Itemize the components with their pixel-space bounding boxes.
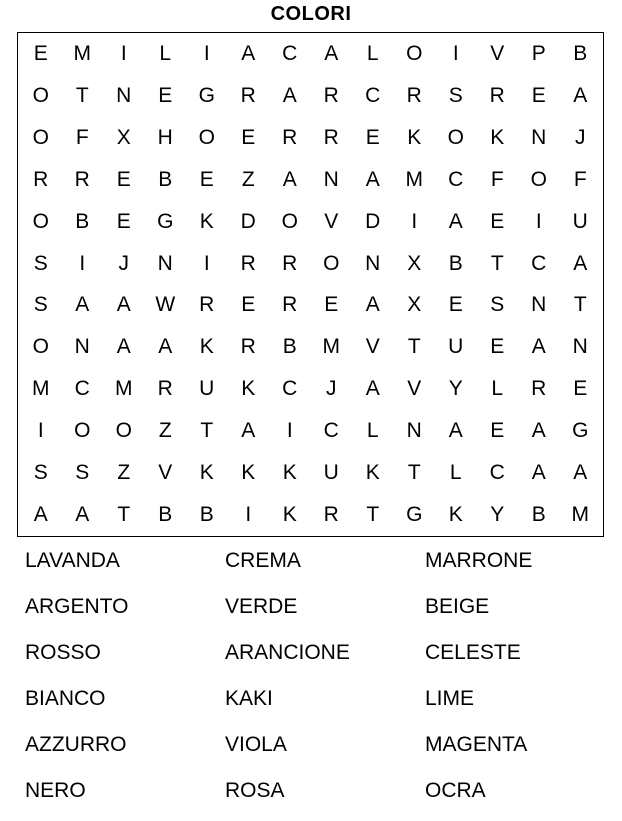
grid-cell[interactable]: S: [490, 293, 505, 317]
grid-cell[interactable]: A: [75, 293, 90, 317]
grid-cell[interactable]: G: [572, 419, 589, 443]
grid-cell[interactable]: N: [531, 125, 547, 149]
grid-cell[interactable]: S: [33, 251, 48, 275]
grid-cell[interactable]: G: [406, 503, 423, 527]
grid-cell[interactable]: E: [241, 293, 256, 317]
grid-cell[interactable]: N: [365, 251, 381, 275]
grid-cell[interactable]: K: [199, 209, 214, 233]
grid-cell[interactable]: I: [286, 419, 293, 443]
letter-grid-frame: [17, 32, 604, 537]
grid-cell[interactable]: K: [241, 377, 256, 401]
grid-cell[interactable]: O: [74, 419, 91, 443]
grid-cell[interactable]: L: [366, 41, 379, 65]
grid-cell[interactable]: O: [32, 335, 49, 359]
grid-cell[interactable]: J: [326, 377, 337, 401]
grid-cell[interactable]: R: [406, 83, 422, 107]
grid-cell[interactable]: S: [33, 293, 48, 317]
grid-cell[interactable]: L: [159, 41, 172, 65]
grid-cell[interactable]: A: [116, 335, 131, 359]
grid-cell[interactable]: Z: [158, 419, 172, 443]
grid-cell[interactable]: A: [324, 41, 339, 65]
grid-cell[interactable]: K: [282, 461, 297, 485]
grid-cell[interactable]: I: [37, 419, 44, 443]
grid-cell[interactable]: K: [365, 461, 380, 485]
grid-cell[interactable]: L: [449, 461, 462, 485]
grid-cell[interactable]: R: [531, 377, 547, 401]
grid-cell[interactable]: E: [324, 293, 339, 317]
grid-cell[interactable]: B: [75, 209, 90, 233]
grid-cell[interactable]: T: [573, 293, 587, 317]
grid-cell[interactable]: B: [199, 503, 214, 527]
grid-cell[interactable]: B: [282, 335, 297, 359]
grid-cell[interactable]: P: [531, 41, 546, 65]
grid-cell[interactable]: X: [116, 125, 131, 149]
grid-cell[interactable]: F: [75, 125, 89, 149]
grid-cell[interactable]: R: [323, 125, 339, 149]
grid-cell[interactable]: N: [572, 335, 588, 359]
grid-cell[interactable]: O: [32, 125, 49, 149]
grid-cell[interactable]: O: [198, 125, 215, 149]
grid-cell[interactable]: B: [448, 251, 463, 275]
grid-cell[interactable]: N: [74, 335, 90, 359]
grid-cell[interactable]: G: [157, 209, 174, 233]
word-list-item: VIOLA: [225, 733, 287, 756]
word-list-item: ARANCIONE: [225, 641, 350, 664]
grid-cell[interactable]: A: [158, 335, 173, 359]
grid-cell[interactable]: V: [158, 461, 173, 485]
grid-cell[interactable]: T: [407, 335, 421, 359]
grid-cell[interactable]: B: [158, 167, 173, 191]
grid-cell[interactable]: A: [531, 335, 546, 359]
grid-cell[interactable]: R: [240, 335, 256, 359]
grid-cell[interactable]: T: [200, 419, 214, 443]
grid-cell[interactable]: F: [573, 167, 587, 191]
grid-cell[interactable]: E: [241, 125, 256, 149]
grid-cell[interactable]: D: [240, 209, 256, 233]
grid-cell[interactable]: N: [323, 167, 339, 191]
grid-cell[interactable]: N: [157, 251, 173, 275]
grid-cell[interactable]: S: [75, 461, 90, 485]
grid-cell[interactable]: E: [448, 293, 463, 317]
grid-cell[interactable]: R: [282, 251, 298, 275]
grid-cell[interactable]: X: [407, 251, 422, 275]
grid-cell[interactable]: A: [365, 293, 380, 317]
grid-cell[interactable]: E: [365, 125, 380, 149]
grid-cell[interactable]: A: [448, 209, 463, 233]
word-list: [25, 545, 605, 821]
grid-cell[interactable]: R: [282, 293, 298, 317]
grid-cell[interactable]: R: [282, 125, 298, 149]
word-list-item: OCRA: [425, 779, 486, 802]
grid-cell[interactable]: K: [199, 461, 214, 485]
word-list-item: AZZURRO: [25, 733, 127, 756]
grid-cell[interactable]: R: [323, 83, 339, 107]
grid-cell[interactable]: A: [75, 503, 90, 527]
grid-cell[interactable]: M: [73, 41, 91, 65]
grid-cell[interactable]: C: [448, 167, 464, 191]
grid-cell[interactable]: E: [490, 209, 505, 233]
grid-cell[interactable]: I: [120, 41, 127, 65]
grid-cell[interactable]: G: [198, 83, 215, 107]
grid-cell[interactable]: U: [323, 461, 339, 485]
letter-grid: [18, 33, 603, 536]
grid-cell[interactable]: L: [491, 377, 504, 401]
grid-cell[interactable]: A: [573, 83, 588, 107]
grid-cell[interactable]: H: [157, 125, 173, 149]
grid-cell[interactable]: C: [489, 461, 505, 485]
word-list-item: BIANCO: [25, 687, 106, 710]
grid-cell[interactable]: A: [33, 503, 48, 527]
grid-cell[interactable]: U: [448, 335, 464, 359]
grid-cell[interactable]: M: [405, 167, 423, 191]
grid-cell[interactable]: E: [116, 167, 131, 191]
grid-cell[interactable]: A: [531, 419, 546, 443]
grid-cell[interactable]: R: [33, 167, 49, 191]
grid-cell[interactable]: O: [115, 419, 132, 443]
grid-cell[interactable]: M: [571, 503, 589, 527]
grid-cell[interactable]: E: [573, 377, 588, 401]
grid-cell[interactable]: K: [241, 461, 256, 485]
grid-cell[interactable]: C: [74, 377, 90, 401]
grid-cell[interactable]: R: [240, 83, 256, 107]
grid-cell[interactable]: A: [573, 461, 588, 485]
word-list-item: LIME: [425, 687, 475, 710]
grid-cell[interactable]: R: [323, 503, 339, 527]
grid-cell[interactable]: K: [448, 503, 463, 527]
grid-cell[interactable]: J: [575, 125, 586, 149]
grid-cell[interactable]: E: [490, 419, 505, 443]
grid-cell[interactable]: A: [531, 461, 546, 485]
word-list-item: VERDE: [225, 595, 298, 618]
grid-cell[interactable]: A: [282, 83, 297, 107]
word-list-item: MARRONE: [425, 549, 533, 572]
grid-cell[interactable]: N: [406, 419, 422, 443]
grid-cell[interactable]: V: [490, 41, 505, 65]
grid-cell[interactable]: K: [490, 125, 505, 149]
grid-cell[interactable]: R: [157, 377, 173, 401]
grid-cell[interactable]: T: [490, 251, 504, 275]
grid-cell[interactable]: I: [245, 503, 252, 527]
grid-cell[interactable]: I: [79, 251, 86, 275]
grid-cell[interactable]: R: [489, 83, 505, 107]
grid-cell[interactable]: L: [366, 419, 379, 443]
grid-cell[interactable]: C: [531, 251, 547, 275]
grid-cell[interactable]: T: [75, 83, 89, 107]
grid-cell[interactable]: E: [199, 167, 214, 191]
grid-cell[interactable]: V: [365, 335, 380, 359]
word-list-item: BEIGE: [425, 595, 490, 618]
grid-cell[interactable]: E: [158, 83, 173, 107]
grid-cell[interactable]: O: [32, 83, 49, 107]
grid-cell[interactable]: I: [411, 209, 418, 233]
grid-cell[interactable]: V: [407, 377, 422, 401]
grid-cell[interactable]: M: [322, 335, 340, 359]
grid-cell[interactable]: O: [323, 251, 340, 275]
grid-cell[interactable]: T: [366, 503, 380, 527]
word-list-item: CELESTE: [425, 641, 521, 664]
grid-cell[interactable]: A: [116, 293, 131, 317]
grid-cell[interactable]: C: [282, 41, 298, 65]
grid-cell[interactable]: C: [282, 377, 298, 401]
grid-cell[interactable]: E: [116, 209, 131, 233]
grid-cell[interactable]: I: [203, 41, 210, 65]
grid-cell[interactable]: T: [407, 461, 421, 485]
grid-cell[interactable]: S: [448, 83, 463, 107]
word-list-item: CREMA: [225, 549, 301, 572]
grid-cell[interactable]: R: [199, 293, 215, 317]
grid-cell[interactable]: Y: [448, 377, 463, 401]
grid-cell[interactable]: A: [365, 167, 380, 191]
word-list-item: ARGENTO: [25, 595, 129, 618]
grid-cell[interactable]: W: [155, 293, 176, 317]
grid-cell[interactable]: B: [573, 41, 588, 65]
grid-cell[interactable]: M: [32, 377, 50, 401]
grid-cell[interactable]: N: [531, 293, 547, 317]
grid-cell[interactable]: M: [115, 377, 133, 401]
grid-cell[interactable]: K: [407, 125, 422, 149]
grid-cell[interactable]: I: [203, 251, 210, 275]
grid-cell[interactable]: U: [199, 377, 215, 401]
grid-cell[interactable]: Z: [241, 167, 255, 191]
grid-cell[interactable]: R: [240, 251, 256, 275]
grid-cell[interactable]: J: [118, 251, 129, 275]
grid-cell[interactable]: R: [74, 167, 90, 191]
grid-cell[interactable]: A: [241, 419, 256, 443]
grid-cell[interactable]: E: [490, 335, 505, 359]
grid-cell[interactable]: A: [448, 419, 463, 443]
grid-cell[interactable]: B: [158, 503, 173, 527]
grid-cell[interactable]: K: [199, 335, 214, 359]
grid-cell[interactable]: E: [33, 41, 48, 65]
grid-cell[interactable]: K: [282, 503, 297, 527]
word-list-item: NERO: [25, 779, 86, 802]
grid-cell[interactable]: O: [530, 167, 547, 191]
word-list-item: ROSA: [225, 779, 285, 802]
grid-cell[interactable]: D: [365, 209, 381, 233]
grid-cell[interactable]: V: [324, 209, 339, 233]
grid-cell[interactable]: A: [365, 377, 380, 401]
grid-cell[interactable]: U: [572, 209, 588, 233]
grid-cell[interactable]: Y: [490, 503, 505, 527]
grid-cell[interactable]: C: [365, 83, 381, 107]
grid-cell[interactable]: O: [406, 41, 423, 65]
grid-cell[interactable]: S: [33, 461, 48, 485]
grid-cell[interactable]: T: [117, 503, 131, 527]
grid-cell[interactable]: B: [531, 503, 546, 527]
grid-cell[interactable]: C: [323, 419, 339, 443]
grid-cell[interactable]: O: [281, 209, 298, 233]
grid-cell[interactable]: N: [116, 83, 132, 107]
grid-cell[interactable]: A: [282, 167, 297, 191]
grid-cell[interactable]: F: [490, 167, 504, 191]
puzzle-title: COLORI: [270, 3, 352, 25]
grid-cell[interactable]: I: [452, 41, 459, 65]
word-list-item: ROSSO: [25, 641, 101, 664]
grid-cell[interactable]: X: [407, 293, 422, 317]
word-list-item: KAKI: [225, 687, 273, 710]
grid-cell[interactable]: O: [32, 209, 49, 233]
grid-cell[interactable]: Z: [117, 461, 131, 485]
word-list-item: MAGENTA: [425, 733, 528, 756]
grid-cell[interactable]: I: [535, 209, 542, 233]
grid-cell[interactable]: A: [241, 41, 256, 65]
grid-cell[interactable]: A: [573, 251, 588, 275]
word-list-item: LAVANDA: [25, 549, 120, 572]
grid-cell[interactable]: O: [447, 125, 464, 149]
grid-cell[interactable]: E: [531, 83, 546, 107]
